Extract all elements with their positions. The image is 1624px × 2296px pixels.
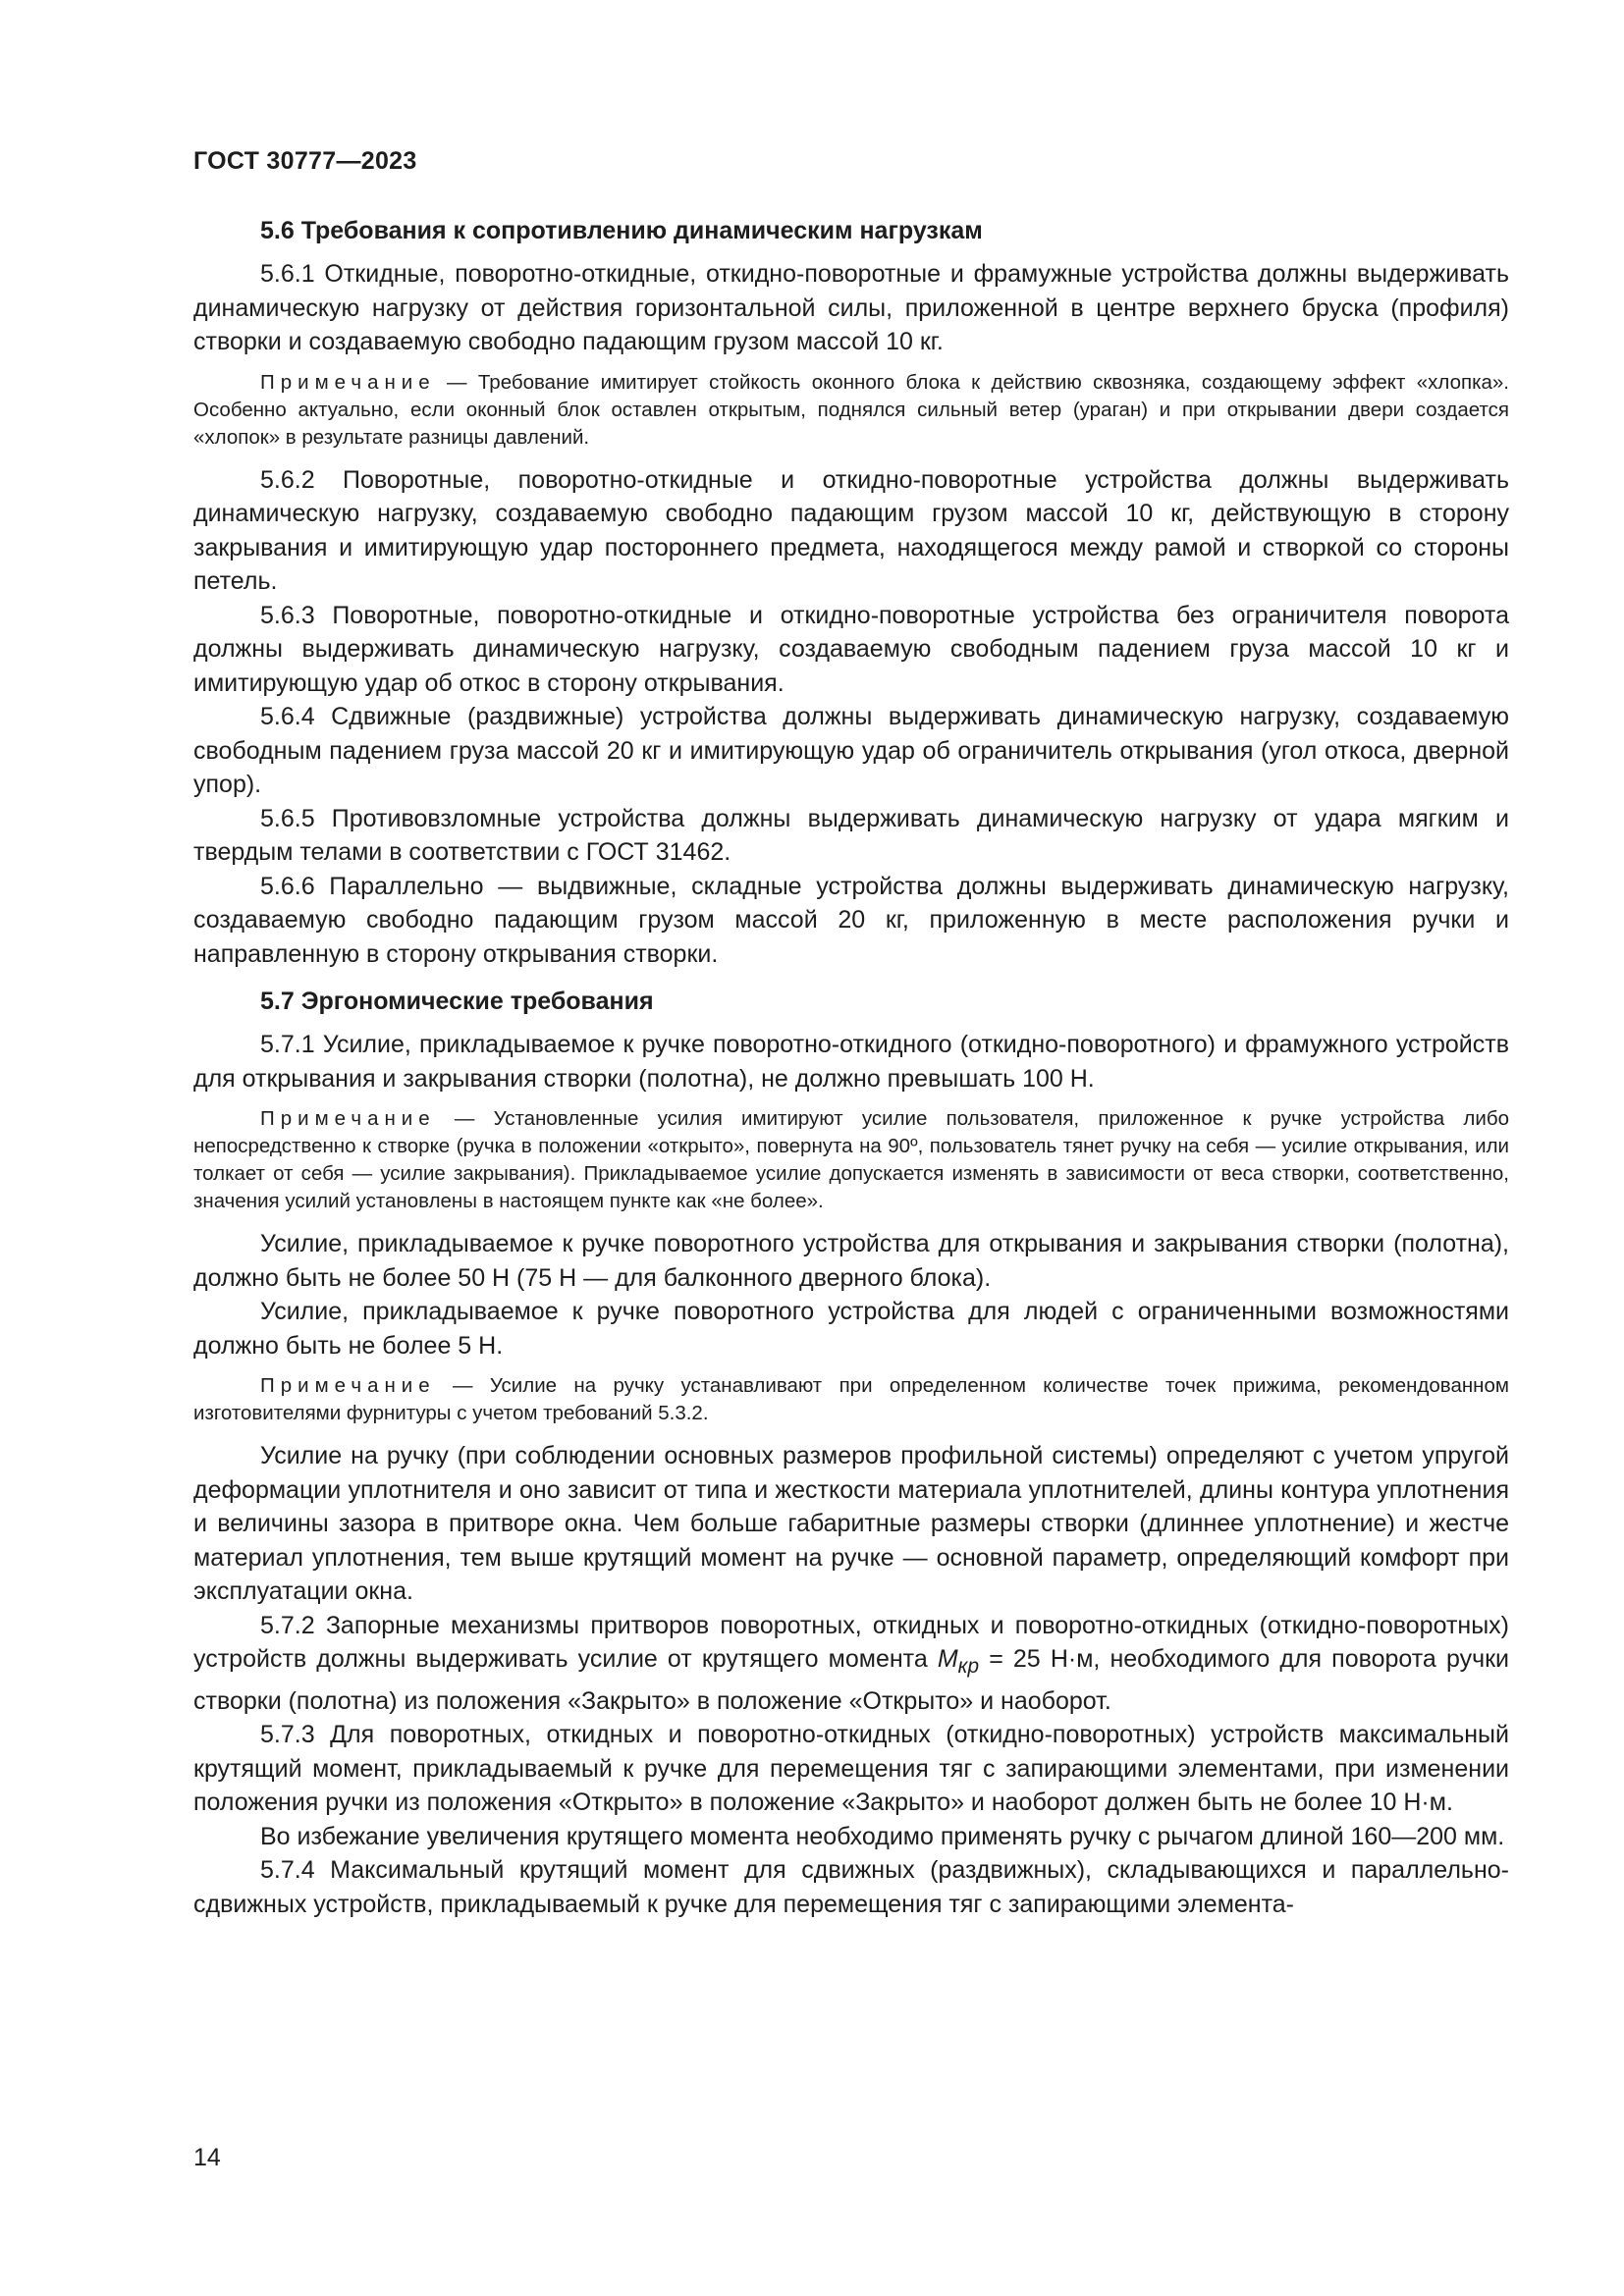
- clause-5-7-1-handle-torque: Усилие на ручку (при соблюдении основных размеров профильной системы) определяют с учетом упругой деформации уплотнителя и оно зависит от типа и жесткости материала уплотнителей, длины контура уплотнения и величины зазора в притворе окна. Чем больше габаритные размеры створки (длиннее уплотнение) и жестче материал уплотнения, тем выше крутящий момент на ручке — основной параметр, определяющий комфорт при эксплуатации окна.: [193, 1442, 1509, 1605]
- note-label: Примечание: [260, 1374, 436, 1397]
- note-label: Примечание: [260, 1107, 436, 1130]
- clause-5-6-2: 5.6.2 Поворотные, поворотно-откидные и откидно-поворотные устройства должны выдерживать динамическую нагрузку, создаваемую свободно падающим грузом массой 10 кг, действующую в сторону закрывания и имитирующую удар постороннего предмета, находящегося между рамой и створкой со стороны петель.: [193, 465, 1509, 595]
- note-text: — Установленные усилия имитируют усилие пользователя, приложенное к ручке устройства либо непосредственно к створке (ручка в положении «открыто», повернута на 90º, пользователь тянет ручку на себя — усилие открывания, или толкает от себя — усилие закрывания). Прикладываемое усилие допускается изменять в зависимости от веса створки, соответственно, значения усилий установлены в настоящем пункте как «не более».: [193, 1107, 1509, 1212]
- clause-5-6-3: 5.6.3 Поворотные, поворотно-откидные и откидно-поворотные устройства без ограничителя поворота должны выдерживать динамическую нагрузку, создаваемую свободным падением груза массой 10 кг и имитирующую удар об откос в сторону открывания.: [193, 601, 1509, 697]
- document-code: ГОСТ 30777—2023: [193, 147, 417, 175]
- note-text: — Усилие на ручку устанавливают при определенном количестве точек прижима, рекомендованном изготовителями фурнитуры с учетом требований 5.3.2.: [193, 1374, 1509, 1424]
- note-5-7-1-second: [193, 1372, 1509, 1427]
- clause-text: 5.7.2 Запорные механизмы притворов поворотных, откидных и поворотно-откидных (откидно-поворотных) устройств должны выдерживать усилие от крутящего момента: [193, 1611, 1509, 1673]
- clause-5-6-1: 5.6.1 Откидные, поворотно-откидные, откидно-поворотные и фрамужные устройства должны выдерживать динамическую нагрузку от действия горизонтальной силы, приложенной в центре верхнего бруска (профиля) створки и создаваемую свободно падающим грузом массой 10 кг.: [193, 260, 1509, 355]
- clause-5-6-6: 5.6.6 Параллельно — выдвижные, складные устройства должны выдерживать динамическую нагрузку, создаваемую свободно падающим грузом массой 20 кг, приложенную в месте расположения ручки и направленную в сторону открывания створки.: [193, 872, 1509, 968]
- clause-5-7-1-limited-mobility: Усилие, прикладываемое к ручке поворотного устройства для людей с ограниченными возможностями должно быть не более 5 Н.: [193, 1298, 1509, 1360]
- torque-symbol: M: [937, 1645, 958, 1673]
- clause-5-7-2: [193, 1609, 1509, 1719]
- section-5-6-title: 5.6 Требования к сопротивлению динамическим нагрузкам: [260, 217, 983, 244]
- torque-subscript: кр: [957, 1655, 980, 1678]
- document-body: [193, 214, 1509, 1921]
- page-number: 14: [193, 2144, 221, 2171]
- note-5-6-1: [193, 369, 1509, 452]
- note-5-7-1: [193, 1105, 1509, 1215]
- note-text: — Требование имитирует стойкость оконного блока к действию сквозняка, создающему эффект «хлопка». Особенно актуально, если оконный блок оставлен открытым, поднялся сильный ветер (ураган) и при открывании двери создается «хлопок» в результате разницы давлений.: [193, 370, 1509, 449]
- clause-text: = 25 Н·м, необходимого для поворота ручки створки (полотна) из положения «Закрыто» в положение «Открыто» и наоборот.: [193, 1645, 1509, 1715]
- note-label: Примечание: [260, 370, 436, 394]
- clause-5-7-1-handle-force: Усилие, прикладываемое к ручке поворотного устройства для открывания и закрывания створки (полотна), должно быть не более 50 Н (75 Н — для балконного дверного блока).: [193, 1230, 1509, 1292]
- clause-5-6-5: 5.6.5 Противовзломные устройства должны выдерживать динамическую нагрузку от удара мягким и твердым телами в соответствии с ГОСТ 31462.: [193, 804, 1509, 866]
- clause-5-7-1: 5.7.1 Усилие, прикладываемое к ручке поворотно-откидного (откидно-поворотного) и фрамужного устройств для открывания и закрывания створки (полотна), не должно превышать 100 Н.: [193, 1031, 1509, 1093]
- clause-5-7-3: 5.7.3 Для поворотных, откидных и поворотно-откидных (откидно-поворотных) устройств максимальный крутящий момент, прикладываемый к ручке для перемещения тяг с запирающими элементами, при изменении положения ручки из положения «Открыто» в положение «Закрыто» и наоборот должен быть не более 10 Н·м.: [193, 1721, 1509, 1816]
- section-5-7-title: 5.7 Эргономические требования: [260, 988, 654, 1015]
- clause-5-7-4: 5.7.4 Максимальный крутящий момент для сдвижных (раздвижных), складывающихся и параллельно-сдвижных устройств, прикладываемый к ручке для перемещения тяг с запирающими элемента-: [193, 1856, 1509, 1918]
- clause-5-7-3-lever: Во избежание увеличения крутящего момента необходимо применять ручку с рычагом длиной 160—200 мм.: [260, 1822, 1505, 1850]
- clause-5-6-4: 5.6.4 Сдвижные (раздвижные) устройства должны выдерживать динамическую нагрузку, создаваемую свободным падением груза массой 20 кг и имитирующую удар об ограничитель открывания (угол откоса, дверной упор).: [193, 703, 1509, 798]
